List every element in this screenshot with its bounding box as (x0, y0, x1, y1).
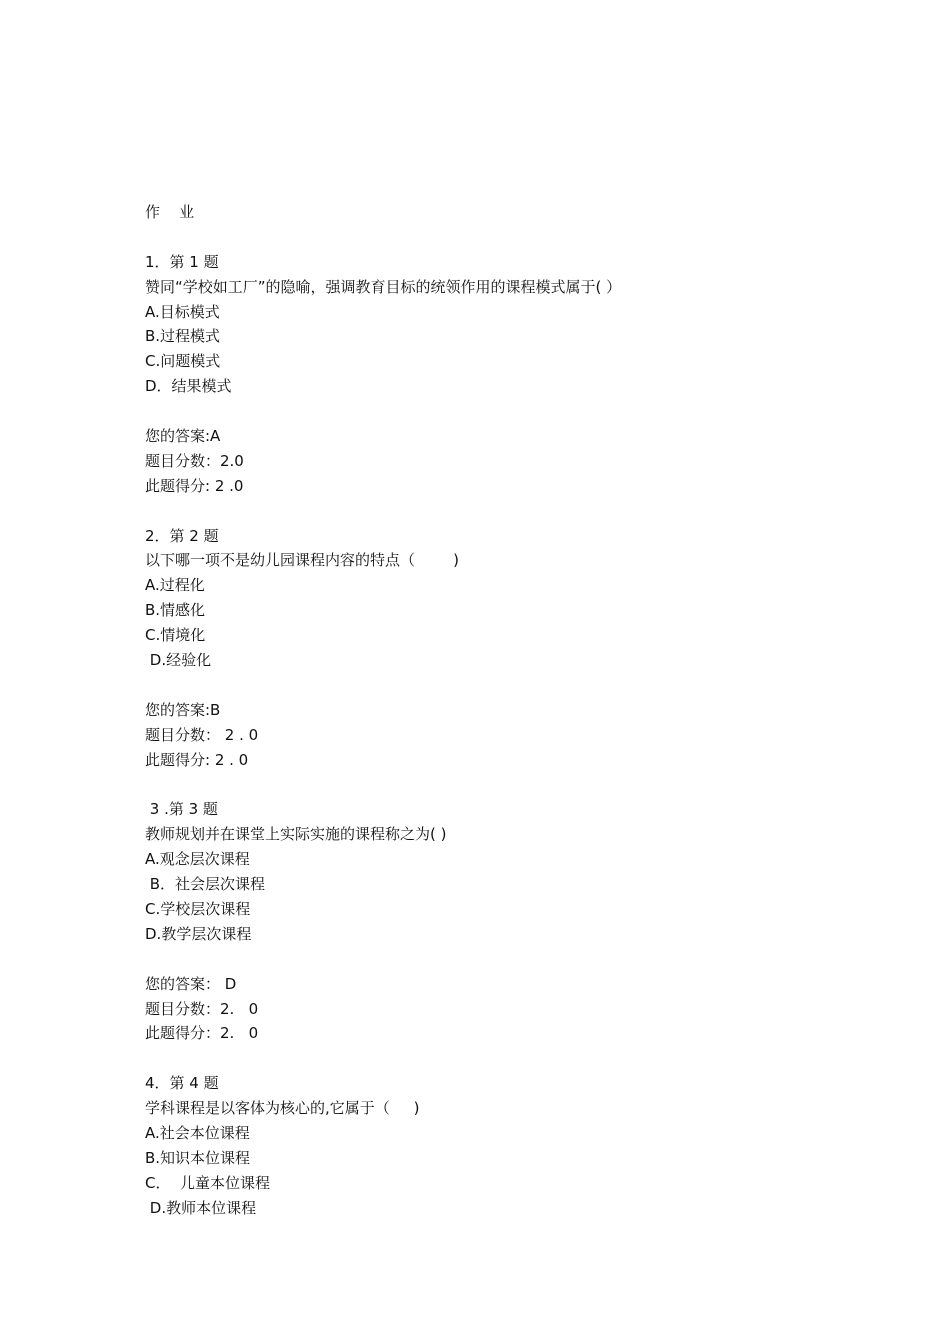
question-stem: 教师规划并在课堂上实际实施的课程称之为( ) (145, 825, 447, 844)
your-answer: 您的答案:A (145, 427, 221, 446)
document-page (145, 200, 845, 1221)
question-stem: 以下哪一项不是幼儿园课程内容的特点（ ) (145, 551, 459, 570)
spacer (145, 399, 845, 424)
option-a: A.过程化 (145, 576, 205, 595)
option-c: C.情境化 (145, 626, 206, 645)
earned-score: 此题得分: 2 . 0 (145, 750, 249, 769)
question-1 (145, 250, 845, 499)
question-stem: 学科课程是以客体为核心的,它属于（ ) (145, 1099, 420, 1118)
spacer (145, 772, 845, 797)
option-a: A.观念层次课程 (145, 850, 250, 869)
question-2 (145, 524, 845, 773)
your-answer: 您的答案： D (145, 974, 237, 993)
earned-score: 此题得分: 2 .0 (145, 476, 244, 495)
option-d: D.经验化 (145, 651, 212, 670)
full-score: 题目分数： 2 . 0 (145, 725, 259, 744)
option-d: D.教学层次课程 (145, 924, 252, 943)
option-d: D．结果模式 (145, 377, 232, 396)
full-score: 题目分数：2. 0 (145, 999, 259, 1018)
option-a: A.目标模式 (145, 302, 220, 321)
earned-score: 此题得分：2. 0 (145, 1024, 259, 1043)
option-c: C.学校层次课程 (145, 899, 251, 918)
full-score: 题目分数：2.0 (145, 451, 244, 470)
option-b: B.知识本位课程 (145, 1148, 251, 1167)
option-b: B.过程模式 (145, 327, 221, 346)
spacer (145, 673, 845, 698)
spacer (145, 947, 845, 972)
option-d: D.教师本位课程 (145, 1198, 257, 1217)
question-header: 3 .第 3 题 (145, 800, 218, 819)
spacer (145, 499, 845, 524)
spacer (145, 225, 845, 250)
question-stem: 赞同“学校如工厂”的隐喻，强调教育目标的统领作用的课程模式属于( ） (145, 277, 622, 296)
question-header: 4．第 4 题 (145, 1074, 219, 1093)
question-3 (145, 797, 845, 1046)
option-c: C.问题模式 (145, 352, 221, 371)
your-answer: 您的答案:B (145, 700, 221, 719)
question-header: 1．第 1 题 (145, 252, 219, 271)
question-header: 2．第 2 题 (145, 526, 219, 545)
option-b: B.情感化 (145, 601, 206, 620)
option-b: B．社会层次课程 (145, 875, 266, 894)
question-4 (145, 1071, 845, 1220)
option-a: A.社会本位课程 (145, 1123, 250, 1142)
option-c: C． 儿童本位课程 (145, 1173, 271, 1192)
document-title: 作 业 (145, 203, 195, 221)
spacer (145, 1046, 845, 1071)
